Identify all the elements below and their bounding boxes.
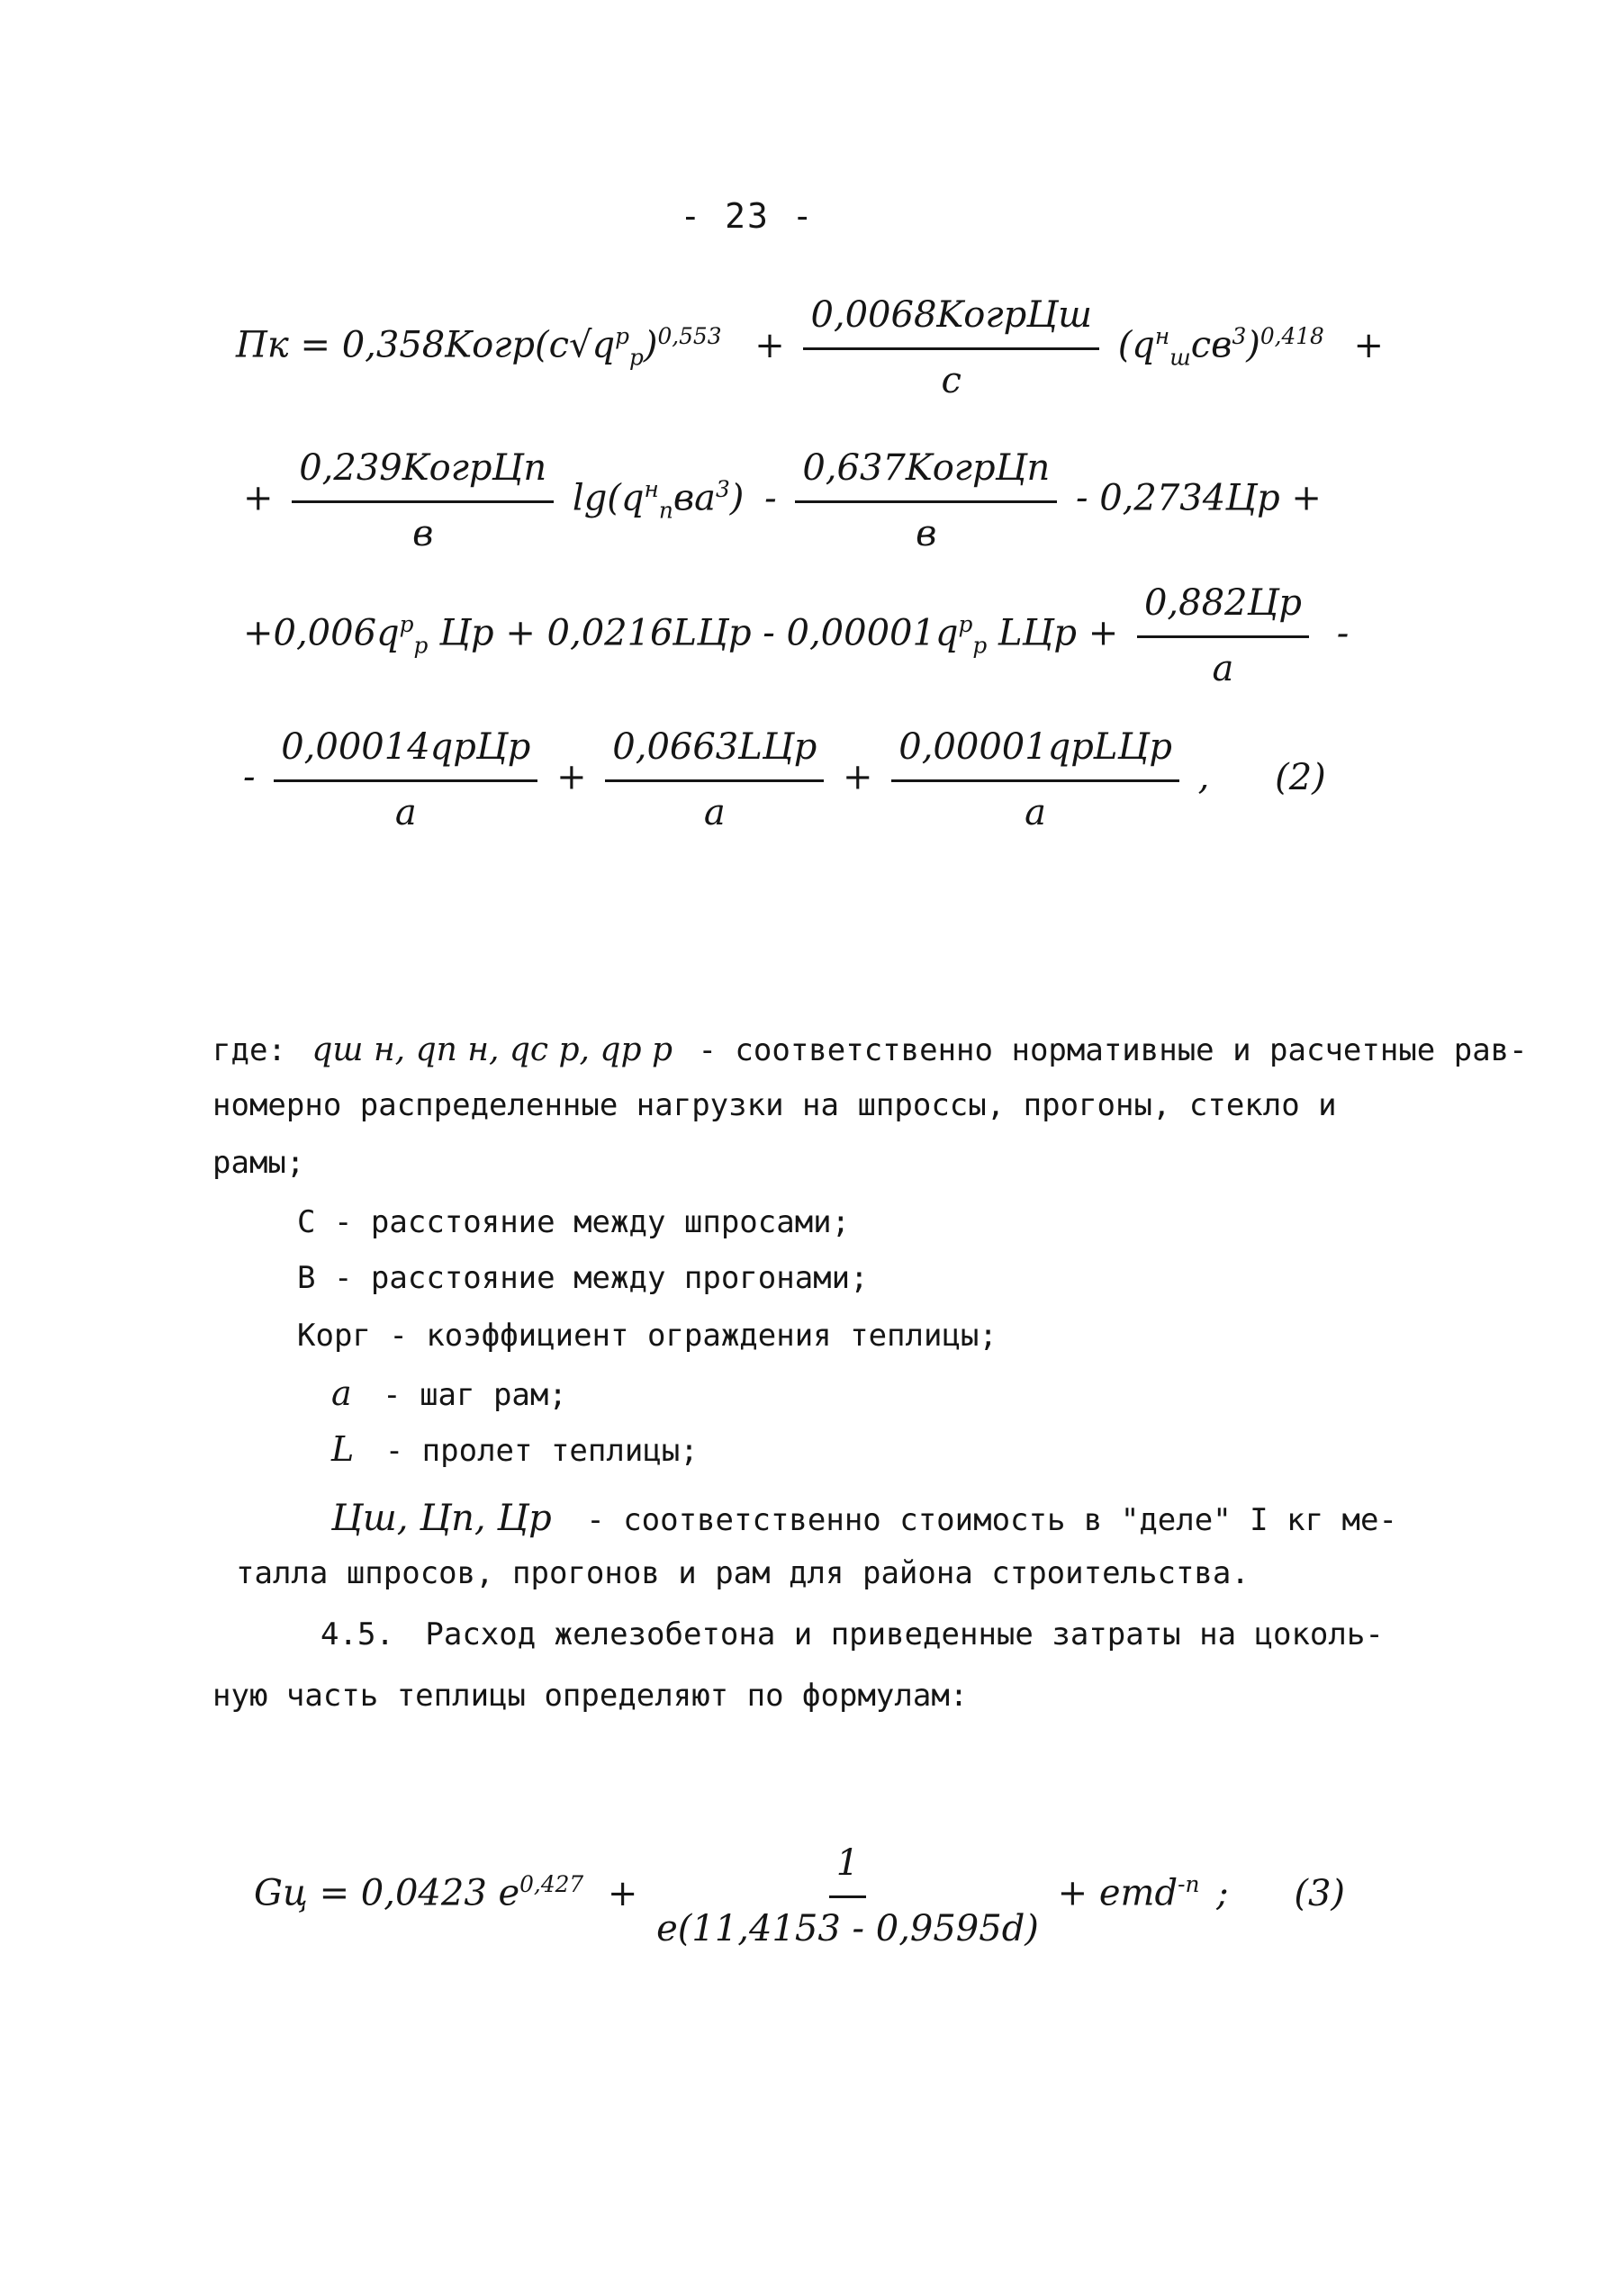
legend-symbol: С	[297, 1204, 316, 1240]
equation-label: (2)	[1275, 756, 1326, 798]
legend-cost-line	[331, 1498, 1397, 1539]
legend-item	[331, 1373, 567, 1413]
fraction	[274, 720, 537, 840]
formula-term: Цр + 0,0216LЦр - 0,00001q	[439, 612, 959, 654]
fraction-denominator: в	[412, 513, 434, 554]
superscript: н	[644, 476, 659, 503]
formula-2-line-4	[243, 720, 1326, 840]
formula-term: Gц = 0,0423 e	[254, 1872, 520, 1914]
legend-intro-line	[212, 1031, 1528, 1068]
fraction-denominator: e(11,4153 - 0,9595d)	[656, 1908, 1039, 1949]
operator: +	[243, 477, 274, 519]
legend-intro-text: - соответственно нормативные и расчетные рав-	[698, 1032, 1528, 1068]
fraction-denominator: a	[1212, 648, 1234, 689]
fraction-numerator: 0,0663LЦр	[605, 720, 824, 782]
subscript: п	[658, 497, 673, 524]
fraction	[891, 720, 1179, 840]
legend-intro-continuation: рамы;	[212, 1145, 305, 1181]
formula-term: LЦр +	[998, 612, 1119, 654]
legend-item	[297, 1260, 869, 1296]
legend-intro-symbols: qш н, qп н, qс р, qр р	[311, 1031, 673, 1068]
fraction	[605, 720, 824, 840]
fraction-denominator: c	[941, 360, 962, 401]
operator: -	[243, 756, 256, 798]
formula-term: +0,006q	[243, 612, 400, 654]
fraction-numerator: 0,882Цр	[1137, 576, 1309, 638]
operator: +	[1353, 324, 1385, 366]
fraction	[292, 441, 554, 561]
operator: +	[556, 756, 587, 798]
power: 3	[1232, 323, 1247, 350]
section-paragraph	[321, 1616, 1384, 1652]
punctuation: ;	[1216, 1872, 1229, 1914]
legend-item	[297, 1204, 850, 1240]
operator: +	[607, 1872, 638, 1914]
section-continuation: ную часть теплицы определяют по формулам:	[212, 1678, 969, 1714]
formula-term: вa	[673, 477, 716, 519]
legend-text: - шаг рам;	[383, 1377, 567, 1413]
formula-2-line-2: + $\frac{\text{0,239KогрЦп}}{в}$ $\lg(q^н_пвa^3)$ - $\frac{\text{0,637KогрЦп}}{в}$ - 0,2734Цр +	[243, 441, 1322, 561]
fraction-numerator: 0,239KогрЦп	[292, 441, 554, 503]
exponent: 0,418	[1259, 323, 1324, 350]
superscript: р	[615, 323, 629, 350]
punctuation: ,	[1197, 756, 1210, 798]
legend-text: - расстояние между прогонами;	[333, 1260, 869, 1296]
operator: -	[1336, 612, 1350, 654]
exponent: -n	[1178, 1871, 1200, 1898]
superscript: р	[399, 611, 414, 638]
formula-2-line-3	[243, 576, 1349, 696]
exponent: 0,553	[657, 323, 722, 350]
power: 3	[715, 476, 730, 503]
fraction	[1137, 576, 1309, 696]
fraction-numerator: 0,00001qрLЦр	[891, 720, 1179, 782]
superscript: н	[1154, 323, 1170, 350]
operator: -	[764, 477, 777, 519]
section-number: 4.5.	[321, 1616, 394, 1652]
fraction-numerator: 0,00014qрЦр	[274, 720, 537, 782]
legend-item	[331, 1429, 699, 1469]
fraction	[803, 288, 1099, 408]
legend-text: - пролет теплицы;	[384, 1433, 699, 1469]
fraction-numerator: 1	[829, 1836, 866, 1898]
formula-term: Пк = 0,358Kогр(c√q	[236, 324, 616, 366]
formula-term: cв	[1190, 324, 1232, 366]
fraction-numerator: 0,0068KогрЦш	[803, 288, 1099, 350]
operator: +	[754, 324, 785, 366]
legend-text: - расстояние между шпросами;	[333, 1204, 851, 1240]
legend-item	[297, 1318, 998, 1354]
legend-symbol: L	[331, 1429, 355, 1469]
legend-cost-continuation: талла шпросов, прогонов и рам для района строительства.	[236, 1555, 1250, 1591]
fraction-denominator: в	[916, 513, 937, 554]
formula-term: (q	[1117, 324, 1155, 366]
formula-term: + emd	[1057, 1872, 1178, 1914]
subscript: р	[413, 632, 429, 659]
subscript: ш	[1169, 344, 1191, 371]
formula-3	[254, 1836, 1345, 1956]
legend-intro-continuation: номерно распределенные нагрузки на шпроссы, прогоны, стекло и	[212, 1087, 1337, 1123]
fraction	[656, 1836, 1039, 1956]
legend-text: - коэффициент ограждения теплицы;	[389, 1318, 998, 1354]
legend-cost-symbols: Цш, Цп, Цр	[331, 1498, 552, 1539]
fraction-denominator: a	[394, 792, 417, 833]
section-text: Расход железобетона и приведенные затраты на цоколь-	[425, 1616, 1384, 1652]
legend-symbol: a	[331, 1373, 352, 1413]
legend-symbol: В	[297, 1260, 316, 1296]
page-number: - 23 -	[680, 196, 815, 236]
formula-2-line-1: Пк = $0,358Kогр(c√q^р_р)^{0,553}$ + $\frac{\text{0,0068KогрЦш}}{c}$ $(q^н_шcв^3)^{0,418}$ +	[236, 288, 1384, 408]
legend-cost-text: - соответственно стоимость в "деле" I кг ме-	[586, 1502, 1397, 1538]
equation-label: (3)	[1294, 1872, 1346, 1914]
subscript: р	[972, 632, 988, 659]
fraction-denominator: a	[703, 792, 726, 833]
legend-symbol: Корг	[297, 1318, 371, 1354]
operator: +	[843, 756, 873, 798]
fraction-denominator: a	[1025, 792, 1047, 833]
exponent: 0,427	[519, 1871, 584, 1898]
formula-term: - 0,2734Цр +	[1076, 477, 1322, 519]
fraction-numerator: 0,637KогрЦп	[795, 441, 1057, 503]
fraction	[795, 441, 1057, 561]
legend-intro-word: где:	[212, 1032, 286, 1068]
subscript: р	[629, 344, 644, 371]
formula-term: lg(q	[572, 477, 645, 519]
superscript: р	[958, 611, 973, 638]
